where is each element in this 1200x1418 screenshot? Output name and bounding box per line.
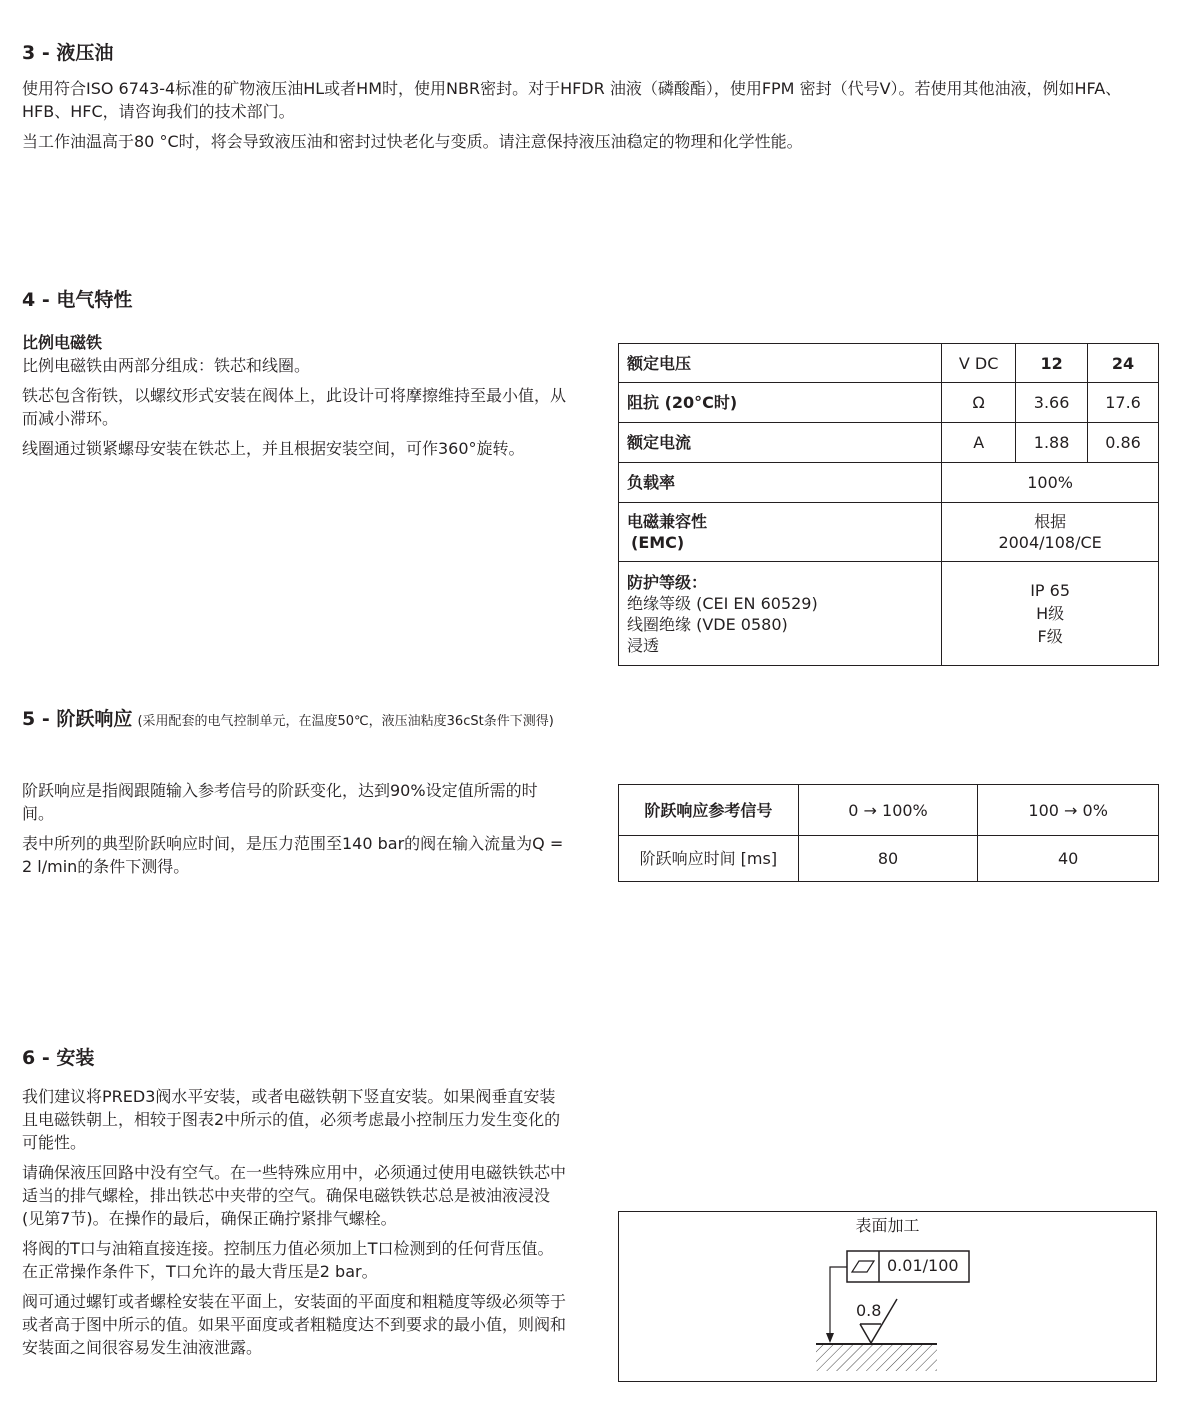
table-cell: 17.6: [1088, 383, 1159, 423]
table-cell: 阻抗 (20°C时): [619, 383, 942, 423]
flatness-value: 0.01/100: [887, 1256, 959, 1275]
cell-line: H级: [1036, 604, 1065, 623]
paragraph: 阶跃响应是指阀跟随输入参考信号的阶跃变化，达到90%设定值所需的时间。: [22, 781, 538, 823]
cell-line: F级: [1037, 627, 1063, 646]
section-5-heading-block: [22, 708, 567, 733]
section-3-body: [22, 77, 1162, 153]
section-6-heading: 6 - 安装: [22, 1047, 95, 1069]
section-5-body: [22, 779, 567, 878]
cell-line: 根据: [1034, 512, 1067, 531]
table-cell: 12: [1016, 344, 1088, 383]
table-cell: 阶跃响应参考信号: [619, 785, 799, 836]
paragraph: 将阀的T口与油箱直接连接。控制压力值必须加上T口检测到的任何背压值。在正常操作条件下，T口允许的最大背压是2 bar。: [22, 1239, 554, 1281]
table-cell: V DC: [942, 344, 1016, 383]
section-5-note: (采用配套的电气控制单元，在温度50℃，液压油粘度36cSt条件下测得): [137, 714, 554, 729]
table-cell: 额定电压: [619, 344, 942, 383]
surface-hatching: [816, 1345, 937, 1371]
table-cell: A: [942, 423, 1016, 463]
paragraph: 铁芯包含衔铁，以螺纹形式安装在阀体上，此设计可将摩擦维持至最小值，从而减小滞环。: [22, 386, 567, 428]
cell-line: (EMC): [631, 533, 685, 552]
section-5-heading: 5 - 阶跃响应: [22, 708, 133, 730]
table-cell: 0.86: [1088, 423, 1159, 463]
flatness-symbol-icon: [852, 1261, 874, 1272]
paragraph: 当工作油温高于80 °C时，将会导致液压油和密封过快老化与变质。请注意保持液压油稳定的物理和化学性能。: [22, 132, 803, 151]
table-row: [619, 344, 1159, 383]
roughness-value: 0.8: [856, 1301, 882, 1320]
surface-finish-drawing: [619, 1212, 1156, 1381]
table-row: [619, 785, 1159, 836]
table-row: [619, 383, 1159, 423]
table-cell: 额定电流: [619, 423, 942, 463]
section-3-heading: 3 - 液压油: [22, 42, 114, 64]
paragraph: 阀可通过螺钉或者螺栓安装在平面上，安装面的平面度和粗糙度等级必须等于或者高于图中所示的值。如果平面度或者粗糙度达不到要求的最小值，则阀和安装面之间很容易发生油液泄露。: [22, 1292, 567, 1357]
paragraph: 请确保液压回路中没有空气。在一些特殊应用中，必须通过使用电磁铁铁芯中适当的排气螺栓，排出铁芯中夹带的空气。确保电磁铁铁芯总是被油液浸没(见第7节)。在操作的最后，确保正确拧紧排气螺栓。: [22, 1163, 567, 1228]
paragraph: 我们建议将PRED3阀水平安装，或者电磁铁朝下竖直安装。如果阀垂直安装且电磁铁朝上，相较于图表2中所示的值，必须考虑最小控制压力发生变化的可能性。: [22, 1087, 561, 1152]
table-cell: [942, 562, 1159, 666]
table-cell: 40: [978, 836, 1159, 882]
section-4-body: [22, 331, 567, 460]
section-4-heading: 4 - 电气特性: [22, 289, 133, 311]
table-row: [619, 463, 1159, 503]
table-cell: 阶跃响应时间 [ms]: [619, 836, 799, 882]
table-row: [619, 423, 1159, 463]
table-cell: 24: [1088, 344, 1159, 383]
paragraph: 表中所列的典型阶跃响应时间，是压力范围至140 bar的阀在输入流量为Q = 2 l/min的条件下测得。: [22, 834, 564, 876]
leader-line: [830, 1267, 847, 1338]
table-cell: 负载率: [619, 463, 942, 503]
cell-line: 浸透: [627, 635, 660, 655]
table-cell: [619, 503, 942, 562]
paragraph: 线圈通过锁紧螺母安装在铁芯上，并且根据安装空间，可作360°旋转。: [22, 439, 525, 458]
cell-line: 电磁兼容性: [627, 512, 708, 531]
surface-finish-figure: [618, 1211, 1157, 1382]
table-cell: 1.88: [1016, 423, 1088, 463]
arrowhead-icon: [826, 1333, 834, 1343]
table-row: [619, 836, 1159, 882]
cell-line: 2004/108/CE: [998, 533, 1102, 552]
cell-line: 防护等级：: [627, 572, 708, 592]
table-cell: [942, 503, 1159, 562]
table-cell: 80: [798, 836, 978, 882]
cell-line: 线圈绝缘 (VDE 0580): [627, 614, 788, 634]
section-6-body: [22, 1085, 567, 1359]
table-cell: 100 → 0%: [978, 785, 1159, 836]
table-cell: Ω: [942, 383, 1016, 423]
table-row: [619, 562, 1159, 666]
table-cell: 0 → 100%: [798, 785, 978, 836]
paragraph: 比例电磁铁由两部分组成：铁芯和线圈。: [22, 356, 311, 375]
table-cell: 100%: [942, 463, 1159, 503]
cell-line: 绝缘等级 (CEI EN 60529): [627, 593, 818, 613]
table-cell: [619, 562, 942, 666]
paragraph: 使用符合ISO 6743-4标准的矿物液压油HL或者HM时，使用NBR密封。对于HFDR 油液（磷酸酯），使用FPM 密封（代号V）。若使用其他油液，例如HFA、HFB、HFC，请咨询我们的技术部门。: [22, 79, 1122, 121]
step-response-table: [618, 784, 1159, 882]
table-row: [619, 503, 1159, 562]
cell-line: IP 65: [1030, 581, 1071, 600]
subheading: 比例电磁铁: [22, 333, 103, 352]
solenoid-spec-table: [618, 343, 1159, 666]
figure-title: 表面加工: [855, 1216, 920, 1235]
table-cell: 3.66: [1016, 383, 1088, 423]
